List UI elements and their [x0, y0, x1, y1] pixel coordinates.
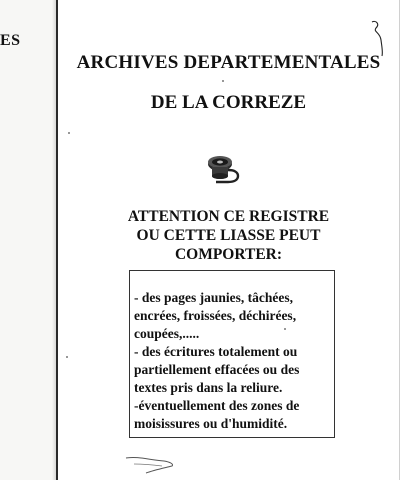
notice-line: - des écritures totalement ou: [134, 344, 298, 359]
paper-speck: [284, 328, 286, 330]
warning-line: OU CETTE LIASSE PEUT: [136, 227, 321, 244]
paper-speck: [222, 80, 224, 82]
page-right-edge: [399, 0, 400, 480]
facing-page: [0, 0, 56, 480]
cover-page: [58, 0, 399, 480]
notice-line: partiellement effacées ou des: [134, 362, 300, 377]
microfilm-reel-icon: [204, 152, 244, 186]
condition-notice-box: [129, 270, 335, 438]
paper-speck: [66, 356, 68, 358]
notice-line: -éventuellement des zones de: [134, 398, 300, 413]
notice-line: - des pages jaunies, tâchées,: [134, 290, 293, 305]
facing-page-text-fragment: ES: [0, 32, 21, 49]
warning-line: ATTENTION CE REGISTRE: [127, 208, 330, 225]
notice-line: coupées,.....: [134, 326, 200, 341]
institution-subtitle: DE LA CORREZE: [150, 92, 307, 113]
pencil-mark: [124, 452, 182, 476]
notice-line: moisissures ou d'humidité.: [134, 416, 288, 431]
warning-line: COMPORTER:: [174, 246, 283, 263]
paper-speck: [68, 132, 70, 134]
notice-line: textes pris dans la reliure.: [134, 380, 283, 395]
warning-heading: [58, 207, 399, 264]
notice-line: encrées, froissées, déchirées,: [134, 308, 297, 323]
institution-title: ARCHIVES DEPARTEMENTALES: [76, 52, 381, 73]
